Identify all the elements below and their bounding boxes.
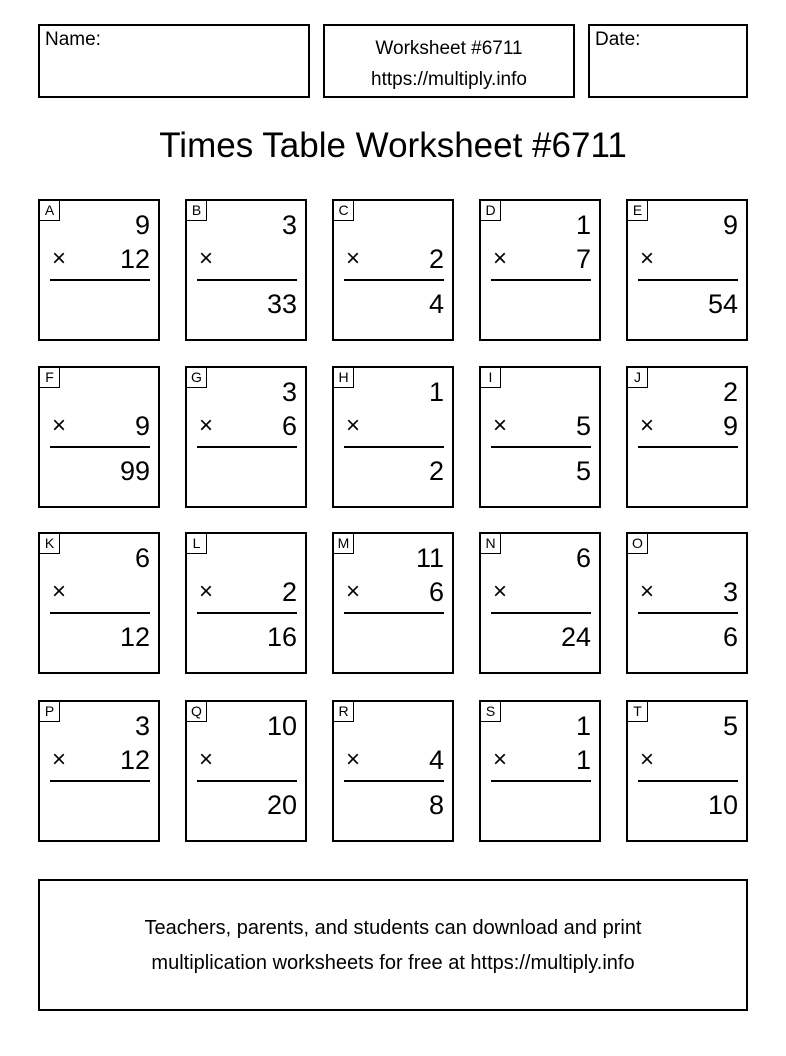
- multiply-sign-icon: ×: [52, 245, 67, 272]
- top-factor: 5: [722, 711, 738, 741]
- problem-card[interactable]: [332, 532, 454, 674]
- answer-line: [50, 446, 150, 448]
- problem-letter: R: [334, 702, 354, 722]
- product: 10: [707, 790, 738, 820]
- top-factor: 3: [281, 210, 297, 240]
- problem-card[interactable]: [185, 199, 307, 341]
- bottom-factor: 4: [428, 745, 444, 775]
- multiply-sign-icon: ×: [640, 412, 655, 439]
- answer-line: [638, 279, 738, 281]
- problem-letter: D: [481, 201, 501, 221]
- product: 16: [266, 622, 297, 652]
- problem-letter: I: [481, 368, 501, 388]
- problem-letter: H: [334, 368, 354, 388]
- top-factor: 6: [134, 543, 150, 573]
- problem-card[interactable]: [479, 366, 601, 508]
- multiply-sign-icon: ×: [52, 746, 67, 773]
- problem-card[interactable]: [479, 532, 601, 674]
- date-field[interactable]: [588, 24, 748, 98]
- top-factor: 1: [575, 210, 591, 240]
- answer-line: [638, 612, 738, 614]
- footer-line-2: multiplication worksheets for free at https://multiply.info: [151, 952, 635, 974]
- problem-letter: F: [40, 368, 60, 388]
- name-field[interactable]: [38, 24, 310, 98]
- product: 5: [575, 456, 591, 486]
- problem-letter: B: [187, 201, 207, 221]
- product: 12: [119, 622, 150, 652]
- bottom-factor: 6: [281, 411, 297, 441]
- problem-letter: C: [334, 201, 354, 221]
- bottom-factor: 2: [428, 244, 444, 274]
- product: 6: [722, 622, 738, 652]
- multiply-sign-icon: ×: [199, 412, 214, 439]
- top-factor: 6: [575, 543, 591, 573]
- bottom-factor: 1: [575, 745, 591, 775]
- multiply-sign-icon: ×: [640, 578, 655, 605]
- multiply-sign-icon: ×: [493, 578, 508, 605]
- top-factor: 9: [134, 210, 150, 240]
- bottom-factor: 5: [575, 411, 591, 441]
- problem-letter: S: [481, 702, 501, 722]
- product: 24: [560, 622, 591, 652]
- problem-letter: O: [628, 534, 648, 554]
- top-factor: 11: [415, 543, 444, 573]
- answer-line: [344, 279, 444, 281]
- problem-card[interactable]: [626, 532, 748, 674]
- problem-card[interactable]: [479, 700, 601, 842]
- problem-letter: P: [40, 702, 60, 722]
- answer-line: [197, 279, 297, 281]
- footer-note: [38, 879, 748, 1011]
- multiply-sign-icon: ×: [493, 412, 508, 439]
- problem-letter: J: [628, 368, 648, 388]
- multiply-sign-icon: ×: [199, 245, 214, 272]
- multiply-sign-icon: ×: [346, 412, 361, 439]
- problem-card[interactable]: [626, 366, 748, 508]
- bottom-factor: 2: [281, 577, 297, 607]
- problem-letter: A: [40, 201, 60, 221]
- site-url: https://multiply.info: [371, 69, 527, 90]
- answer-line: [491, 612, 591, 614]
- top-factor: 1: [428, 377, 444, 407]
- top-factor: 2: [722, 377, 738, 407]
- name-label: Name:: [45, 29, 101, 50]
- product: 99: [119, 456, 150, 486]
- answer-line: [491, 780, 591, 782]
- problem-letter: E: [628, 201, 648, 221]
- problem-letter: M: [334, 534, 354, 554]
- problem-card[interactable]: [185, 700, 307, 842]
- product: 4: [428, 289, 444, 319]
- answer-line: [344, 612, 444, 614]
- answer-line: [50, 780, 150, 782]
- multiply-sign-icon: ×: [640, 245, 655, 272]
- product: 20: [266, 790, 297, 820]
- problem-card[interactable]: [626, 700, 748, 842]
- multiply-sign-icon: ×: [52, 412, 67, 439]
- top-factor: 9: [722, 210, 738, 240]
- problem-letter: Q: [187, 702, 207, 722]
- multiply-sign-icon: ×: [640, 746, 655, 773]
- answer-line: [344, 780, 444, 782]
- problem-card[interactable]: [626, 199, 748, 341]
- bottom-factor: 12: [119, 244, 150, 274]
- product: 2: [428, 456, 444, 486]
- problem-letter: K: [40, 534, 60, 554]
- bottom-factor: 9: [134, 411, 150, 441]
- worksheet-number: Worksheet #6711: [375, 38, 523, 59]
- product: 54: [707, 289, 738, 319]
- date-label: Date:: [595, 29, 641, 50]
- product: 33: [266, 289, 297, 319]
- problem-card[interactable]: [38, 532, 160, 674]
- worksheet-info-box: [323, 24, 575, 98]
- product: 8: [428, 790, 444, 820]
- bottom-factor: 7: [575, 244, 591, 274]
- problem-card[interactable]: [332, 366, 454, 508]
- answer-line: [50, 279, 150, 281]
- bottom-factor: 6: [428, 577, 444, 607]
- answer-line: [197, 612, 297, 614]
- footer-line-1: Teachers, parents, and students can download and print: [144, 917, 642, 939]
- answer-line: [197, 446, 297, 448]
- problem-card[interactable]: [185, 366, 307, 508]
- problem-letter: N: [481, 534, 501, 554]
- problem-card[interactable]: [332, 700, 454, 842]
- problem-card[interactable]: [38, 700, 160, 842]
- top-factor: 10: [266, 711, 297, 741]
- bottom-factor: 12: [119, 745, 150, 775]
- problem-letter: G: [187, 368, 207, 388]
- multiply-sign-icon: ×: [493, 245, 508, 272]
- problem-letter: L: [187, 534, 207, 554]
- top-factor: 3: [281, 377, 297, 407]
- problem-card[interactable]: [38, 199, 160, 341]
- problem-card[interactable]: [332, 199, 454, 341]
- problem-letter: T: [628, 702, 648, 722]
- answer-line: [344, 446, 444, 448]
- multiply-sign-icon: ×: [346, 245, 361, 272]
- top-factor: 1: [575, 711, 591, 741]
- multiply-sign-icon: ×: [493, 746, 508, 773]
- answer-line: [638, 780, 738, 782]
- answer-line: [491, 446, 591, 448]
- multiply-sign-icon: ×: [199, 578, 214, 605]
- multiply-sign-icon: ×: [52, 578, 67, 605]
- multiply-sign-icon: ×: [199, 746, 214, 773]
- bottom-factor: 9: [722, 411, 738, 441]
- answer-line: [638, 446, 738, 448]
- multiply-sign-icon: ×: [346, 746, 361, 773]
- problem-card[interactable]: [479, 199, 601, 341]
- answer-line: [491, 279, 591, 281]
- page-title: Times Table Worksheet #6711: [159, 126, 627, 165]
- top-factor: 3: [134, 711, 150, 741]
- multiply-sign-icon: ×: [346, 578, 361, 605]
- bottom-factor: 3: [722, 577, 738, 607]
- problem-card[interactable]: [38, 366, 160, 508]
- answer-line: [50, 612, 150, 614]
- answer-line: [197, 780, 297, 782]
- problem-card[interactable]: [185, 532, 307, 674]
